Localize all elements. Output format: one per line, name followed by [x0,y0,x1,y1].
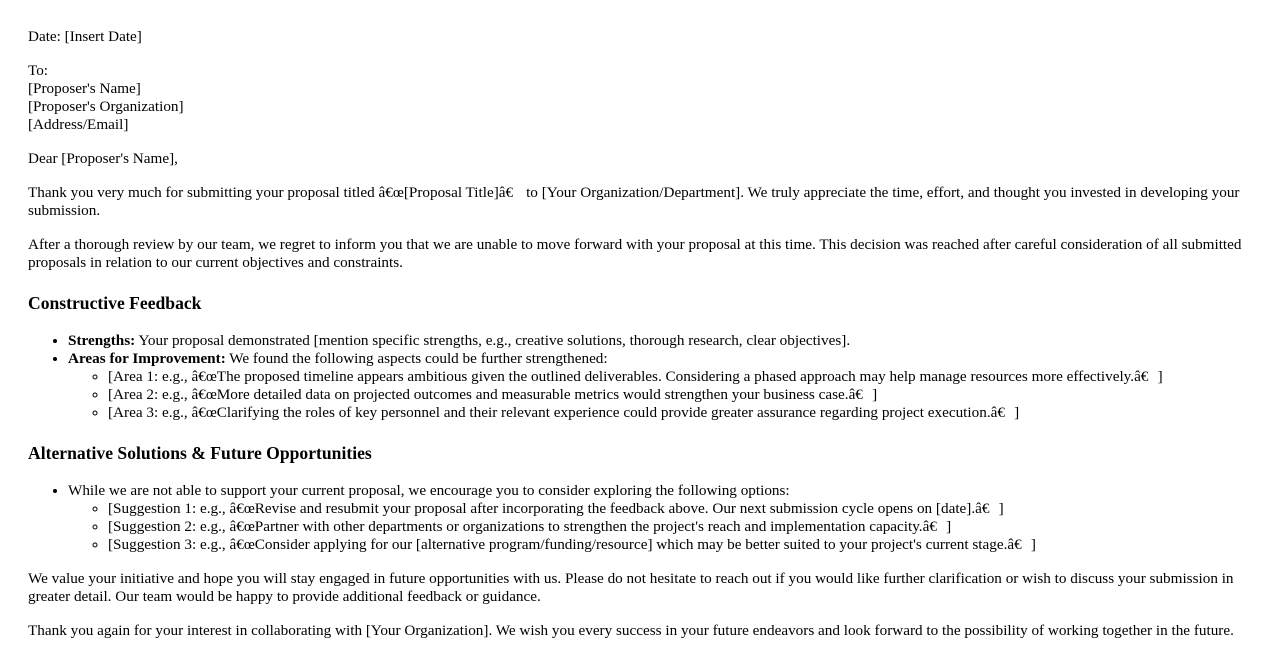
recipient-organization: [Proposer's Organization] [28,98,184,115]
improvement-areas-list [68,368,1250,422]
recipient-name: [Proposer's Name] [28,80,141,97]
improvement-label: Areas for Improvement: [68,350,226,367]
strengths-text: Your proposal demonstrated [mention specific strengths, e.g., creative solutions, thorough research, clear objectives]. [135,332,851,349]
strengths-label: Strengths: [68,332,136,349]
suggestion-item: ◦ [Suggestion 3: e.g., â€œConsider applying for our [alternative program/funding/resource] which may be better suited to your project's current stage.â€] [108,536,1250,554]
letter-date: Date: [Insert Date] [28,28,142,45]
suggestions-list [68,500,1250,554]
thanks-paragraph: Thank you very much for submitting your proposal titled â€œ[Proposal Title]â€ to [Your Organization/Department]. We truly appreciate the time, effort, and thought you invested in developing your submission. [28,184,1240,219]
salutation: Dear [Proposer's Name], [28,150,178,167]
recipient-block [28,62,1250,134]
alternatives-list [28,482,1250,554]
to-label: To: [28,62,49,79]
letter-document [28,28,1250,656]
improvement-area-item: ◦ [Area 3: e.g., â€œClarifying the roles of key personnel and their relevant experience could provide greater assurance regarding project execution.â€] [108,404,1250,422]
alternatives-intro: While we are not able to support your current proposal, we encourage you to consider exploring the following options: [68,482,790,499]
strengths-item [68,332,1250,350]
closing-thanks-paragraph: Thank you again for your interest in collaborating with [Your Organization]. We wish you every success in your future endeavors and look forward to the possibility of working together in the future. [28,622,1234,639]
recipient-address: [Address/Email] [28,116,129,133]
improvement-area-item: ◦ [Area 1: e.g., â€œThe proposed timeline appears ambitious given the outlined deliverables. Considering a phased approach may help manage resources more effectively.â€] [108,368,1250,386]
alternatives-intro-item [68,482,1250,554]
improvement-item [68,350,1250,422]
alternatives-heading: Alternative Solutions & Future Opportunities [28,443,372,463]
suggestion-item: ◦ [Suggestion 2: e.g., â€œPartner with other departments or organizations to strengthen the project's reach and implementation capacity.â€] [108,518,1250,536]
suggestion-item: ◦ [Suggestion 1: e.g., â€œRevise and resubmit your proposal after incorporating the feedback above. Our next submission cycle opens on [date].â€] [108,500,1250,518]
improvement-text: We found the following aspects could be further strengthened: [225,350,608,367]
decision-paragraph: After a thorough review by our team, we regret to inform you that we are unable to move forward with your proposal at this time. This decision was reached after careful consideration of all submitted proposals in relation to our current objectives and constraints. [28,236,1242,271]
value-paragraph: We value your initiative and hope you will stay engaged in future opportunities with us. Please do not hesitate to reach out if you would like further clarification or wish to discuss your submission in greater detail. Our team would be happy to provide additional feedback or guidance. [28,570,1234,605]
feedback-heading: Constructive Feedback [28,293,202,313]
feedback-list [28,332,1250,422]
improvement-area-item: ◦ [Area 2: e.g., â€œMore detailed data on projected outcomes and measurable metrics would strengthen your business case.â€] [108,386,1250,404]
